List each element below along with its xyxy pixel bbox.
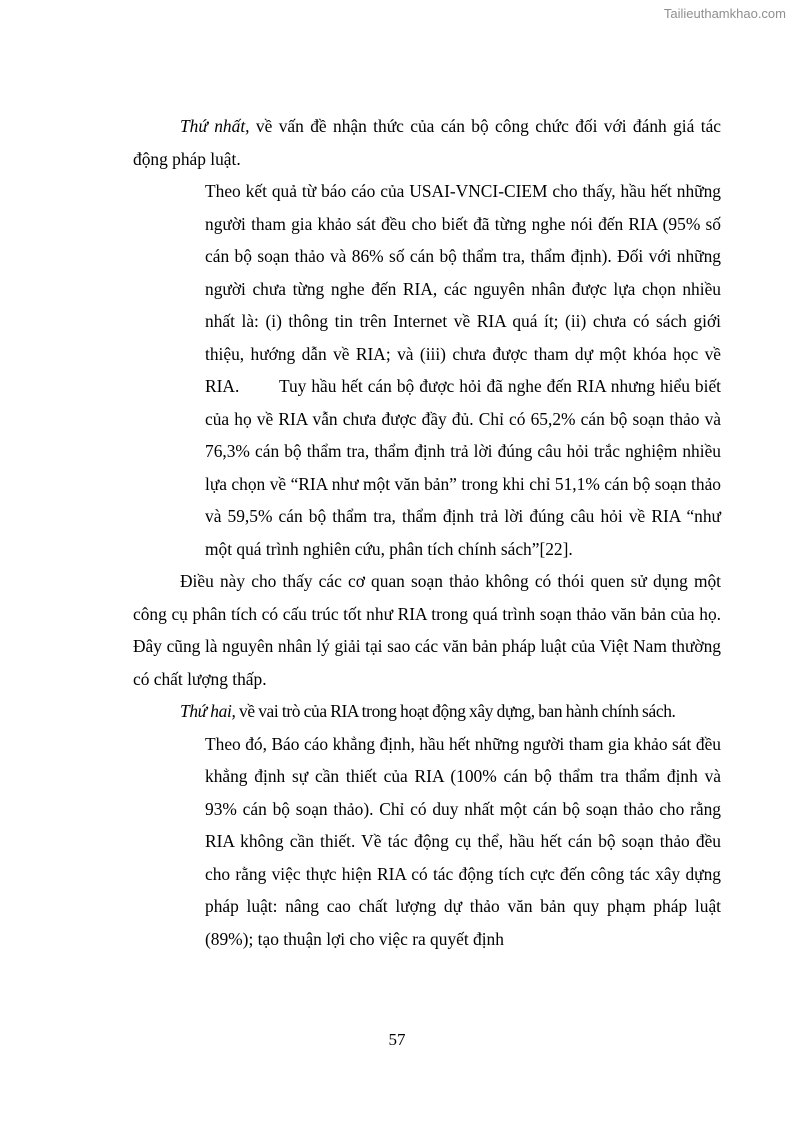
first-point-text: về vấn đề nhận thức của cán bộ công chức đối với đánh giá tác động pháp luật.: [133, 116, 722, 169]
paragraph-conclusion: Điều này cho thấy các cơ quan soạn thảo không có thói quen sử dụng một công cụ phân tích có cấu trúc tốt như RIA trong quá trình soạn thảo văn bản của họ. Đây cũng là nguyên nhân lý giải tại sao các văn bản pháp luật của Việt Nam thường có chất lượng thấp.: [133, 571, 721, 689]
paragraph-first-point: [133, 110, 721, 175]
paragraph-second-point: [133, 695, 721, 728]
watermark: Tailieuthamkhao.com: [663, 6, 786, 21]
page-number: 57: [388, 1030, 406, 1049]
second-point-heading: Thứ hai,: [180, 701, 236, 721]
first-point-heading: Thứ nhất,: [180, 116, 250, 136]
quote-first-survey: Theo kết quả từ báo cáo của USAI-VNCI-CIEM cho thấy, hầu hết những người tham gia khảo sát đều cho biết đã từng nghe nói đến RIA (95% số cán bộ soạn thảo và 86% số cán bộ thẩm tra, thẩm định). Đối với những người chưa từng nghe đến RIA, các nguyên nhân được lựa chọn nhiều nhất là: (i) thông tin trên Internet về RIA quá ít; (ii) chưa có sách giới thiệu, hướng dẫn về RIA; và (iii) chưa được tham dự một khóa học về RIA. Tuy hầu hết cán bộ được hỏi đã nghe đến RIA nhưng hiểu biết của họ về RIA vẫn chưa được đầy đủ. Chỉ có 65,2% cán bộ soạn thảo và 76,3% cán bộ thẩm tra, thẩm định trả lời đúng câu hỏi trắc nghiệm nhiều lựa chọn về “RIA như một văn bản” trong khi chỉ 51,1% cán bộ soạn thảo và 59,5% cán bộ thẩm tra, thẩm định trả lời đúng câu hỏi về RIA “như một quá trình nghiên cứu, phân tích chính sách”[22].: [205, 181, 726, 559]
second-point-text: về vai trò của RIA trong hoạt động xây dựng, ban hành chính sách.: [235, 701, 676, 721]
page-body: [133, 110, 726, 955]
quote-second-survey: Theo đó, Báo cáo khẳng định, hầu hết những người tham gia khảo sát đều khẳng định sự cần thiết của RIA (100% cán bộ thẩm tra thẩm định và 93% cán bộ soạn thảo). Chỉ có duy nhất một cán bộ soạn thảo cho rằng RIA không cần thiết. Về tác động cụ thể, hầu hết cán bộ soạn thảo đều cho rằng việc thực hiện RIA có tác động tích cực đến công tác xây dựng pháp luật: nâng cao chất lượng dự thảo văn bản quy phạm pháp luật (89%); tạo thuận lợi cho việc ra quyết định: [205, 733, 721, 949]
